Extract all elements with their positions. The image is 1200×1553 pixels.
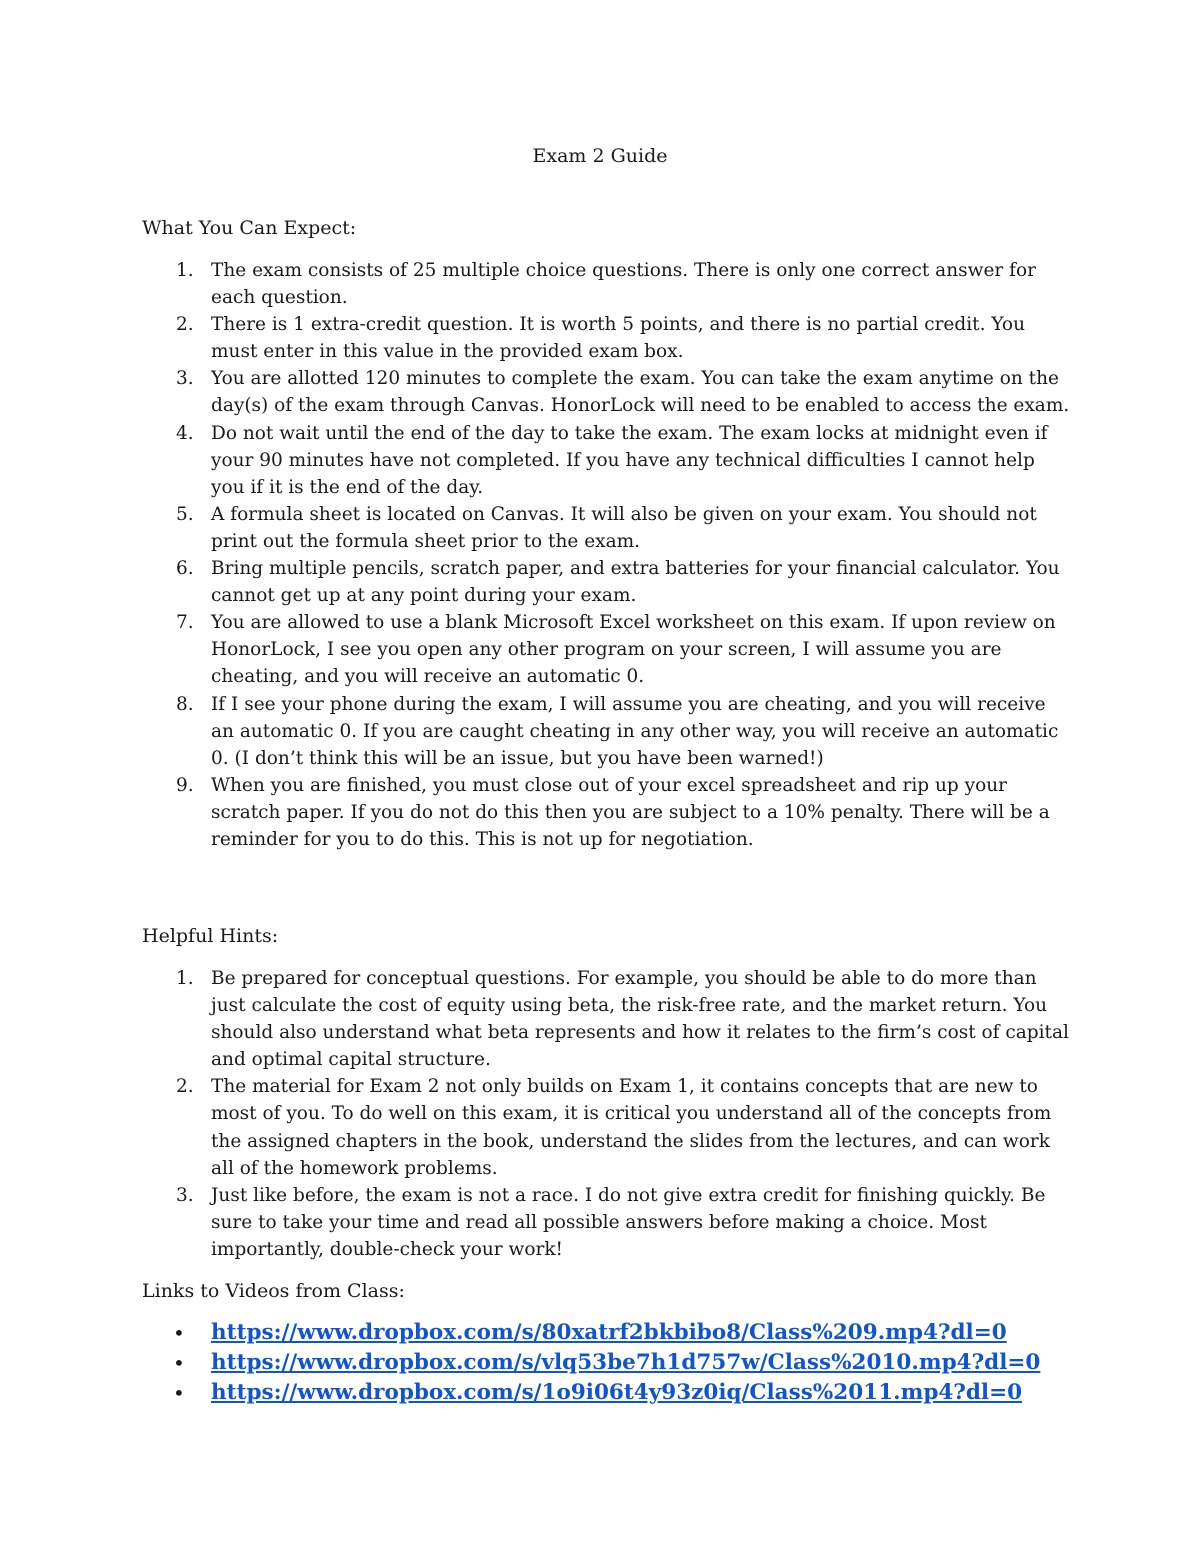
list-item <box>142 1348 1142 1378</box>
list-item: 6. Bring multiple pencils, scratch paper, and extra batteries for your financial calculator. You cannot get up at any point during your exam. <box>176 558 1060 607</box>
list-item: 1. Be prepared for conceptual questions. For example, you should be able to do more than just calculate the cost of equity using beta, the risk-free rate, and the market return. You should also understand what beta represents and how it relates to the firm’s cost of capital and optimal capital structure. <box>176 968 1069 1071</box>
list-item: 7. You are allowed to use a blank Microsoft Excel worksheet on this exam. If upon review on HonorLock, I see you open any other program on your screen, I will assume you are cheating, and you will receive an automatic 0. <box>176 612 1056 688</box>
list-item: 1. The exam consists of 25 multiple choice questions. There is only one correct answer for each question. <box>176 260 1036 309</box>
list-item: 2. There is 1 extra-credit question. It is worth 5 points, and there is no partial credit. You must enter in this value in the provided exam box. <box>176 314 1025 363</box>
hints-list <box>142 965 1072 1263</box>
bullet-icon: • <box>173 1321 185 1345</box>
list-item: 5. A formula sheet is located on Canvas. It will also be given on your exam. You should not print out the formula sheet prior to the exam. <box>176 503 1037 552</box>
bullet-icon: • <box>173 1381 185 1405</box>
video-link-class-10[interactable]: https://www.dropbox.com/s/vlq53be7h1d757w/Class%2010.mp4?dl=0 <box>211 1350 1041 1375</box>
video-link-class-11[interactable]: https://www.dropbox.com/s/1o9i06t4y93z0iq/Class%2011.mp4?dl=0 <box>211 1380 1023 1405</box>
expect-list <box>142 257 1072 853</box>
list-item: 8. If I see your phone during the exam, I will assume you are cheating, and you will receive an automatic 0. If you are caught cheating in any other way, you will receive an automatic 0. (I don’t think this will be an issue, but you have been warned!) <box>176 693 1059 769</box>
bullet-icon: • <box>173 1351 185 1375</box>
list-item: 3. You are allotted 120 minutes to complete the exam. You can take the exam anytime on the day(s) of the exam through Canvas. HonorLock will need to be enabled to access the exam. <box>176 368 1070 417</box>
expect-heading: What You Can Expect: <box>142 217 357 239</box>
list-item: 9. When you are finished, you must close out of your excel spreadsheet and rip up your scratch paper. If you do not do this then you are subject to a 10% penalty. There will be a reminder for you to do this. This is not up for negotiation. <box>176 774 1050 850</box>
list-item: 4. Do not wait until the end of the day to take the exam. The exam locks at midnight even if your 90 minutes have not completed. If you have any technical difficulties I cannot help you if it is the end of the day. <box>176 422 1048 498</box>
list-item <box>142 1318 1142 1348</box>
list-item <box>142 1378 1142 1408</box>
links-list <box>142 1318 1142 1408</box>
video-link-class-9[interactable]: https://www.dropbox.com/s/80xatrf2bkbibo8/Class%209.mp4?dl=0 <box>211 1320 1007 1345</box>
list-item: 3. Just like before, the exam is not a race. I do not give extra credit for finishing quickly. Be sure to take your time and read all possible answers before making a choice. Most importantly, double-check your work! <box>176 1184 1046 1260</box>
hints-heading: Helpful Hints: <box>142 925 279 947</box>
document-title: Exam 2 Guide <box>532 145 668 167</box>
links-heading: Links to Videos from Class: <box>142 1280 405 1302</box>
list-item: 2. The material for Exam 2 not only builds on Exam 1, it contains concepts that are new to most of you. To do well on this exam, it is critical you understand all of the concepts from the assigned chapters in the book, understand the slides from the lectures, and can work all of the homework problems. <box>176 1076 1052 1179</box>
